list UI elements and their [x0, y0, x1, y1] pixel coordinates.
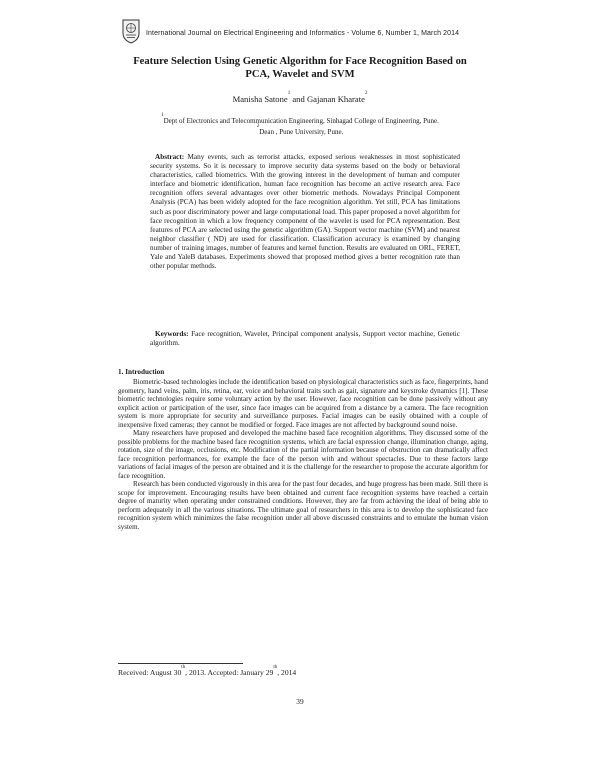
affiliation-2: Dean , Pune University, Pune.	[259, 128, 344, 136]
abstract-label: Abstract:	[155, 153, 185, 161]
journal-title: International Journal on Electrical Engineering and Informatics - Volume 6, Number 1, March 2014	[146, 30, 460, 37]
author-list	[100, 91, 500, 104]
received-ordinal: th	[181, 665, 186, 670]
keywords-label: Keywords:	[155, 330, 189, 338]
paragraph: Research has been conducted vigorously in this area for the past four decades, and huge progress has been made. Still there is scope for improvement. Encouraging results have been obtained and current face recognition systems have reached a certain degree of maturity when operating under constrained conditions. However, they are far from achieving the ideal of being able to perform adequately in all the various situations. The ultimate goal of researchers in this area is to develop the sophisticated face recognition system which minimizes the false recognition under all above discussed constraints and to emulate the human vision system.	[118, 480, 488, 531]
affiliation-2-marker: 2	[256, 124, 260, 129]
abstract	[150, 153, 460, 271]
abstract-text: Many events, such as terrorist attacks, exposed serious weaknesses in most sophisticated security systems. So it is necessary to improve security data systems based on the body or behavioral characteristics, called biometrics. With the growing interest in the development of human and computer interface and biometric identification, human face recognition has become an active research area. Face recognition offers several advantages over other biometric methods. Nowadays Principal Component Analysis (PCA) has been widely adopted for the face recognition algorithm. Yet still, PCA has limitations such as poor discriminatory power and large computational load. This paper proposed a novel algorithm for face recognition in which a low frequency component of the wavelet is used for PCA representation. Best features of PCA are selected using the genetic algorithm (GA). Support vector machine (SVM) and nearest neighbor classifier ( ND) are used for classification. Classification accuracy is examined by changing number of training images, number of features and kernel function. Results are evaluated on ORL, FERET, Yale and YaleB databases. Experiments showed that proposed method gives a better recognition rate than other popular methods.	[150, 153, 460, 271]
paragraph: Many researchers have proposed and developed the machine based face recognition algorithms. They discussed some of the possible problems for the machine based face recognition systems, which are facial expression change, illumination change, aging, rotation, size of the image, occlusions, etc. Modification of the partial information because of obstruction can dramatically affect face recognition performances, for example the face of the person with and without spectacles. Due to these factors large variations of facial images of the person are obtained and it is the challenge for the researcher to propose the accurate algorithm for face recognition.	[118, 429, 488, 480]
accepted-year: , 2014	[277, 668, 297, 677]
affiliations	[100, 113, 500, 138]
author-conjunction: and	[290, 94, 307, 104]
paragraph: Biometric-based technologies include the identification based on physiological characteristics such as face, fingerprints, hand geometry, hand veins, palm, iris, retina, ear, voice and behavioral traits such as gait, signature and keystroke dynamics [1]. These biometric technologies require some voluntary action by the user. However, face recognition can be done passively without any explicit action or participation of the user, since face images can be acquired from a distance by a camera. The face recognition system is more appropriate for security and surveillance purposes. Facial images can be easily obtained with a couple of inexpensive fixed cameras; they cannot be modified or forged. Face images are not affected by background sound noise.	[118, 378, 488, 429]
affiliation-1: Dept of Electronics and Telecommunication Engineering, Sinhagad College of Engineering, Pune.	[163, 117, 439, 125]
keywords-text: Face recognition, Wavelet, Principal component analysis, Support vector machine, Genetic algorithm.	[150, 330, 460, 348]
accepted-ordinal: th	[273, 665, 278, 670]
footnote-divider	[118, 663, 243, 664]
section-heading-introduction: 1. Introduction	[118, 368, 165, 376]
author-1: Manisha Satone	[232, 94, 288, 104]
journal-logo-icon	[120, 18, 142, 44]
received-date: Received: August 30	[118, 668, 182, 677]
title-line-2: PCA, Wavelet and SVM	[245, 69, 355, 80]
keywords	[150, 330, 460, 348]
author-1-marker: 1	[287, 91, 291, 96]
accepted-date: , 2013. Accepted: January 29	[185, 668, 274, 677]
author-2: Gajanan Kharate	[306, 94, 365, 104]
author-2-marker: 2	[364, 91, 368, 96]
journal-header	[120, 18, 520, 46]
introduction-body	[118, 378, 488, 531]
title-line-1: Feature Selection Using Genetic Algorithm for Face Recognition Based on	[133, 56, 467, 67]
received-accepted-note	[118, 665, 297, 677]
page-number: 39	[296, 697, 304, 706]
paper-title	[100, 55, 500, 81]
affiliation-1-marker: 1	[161, 113, 164, 118]
